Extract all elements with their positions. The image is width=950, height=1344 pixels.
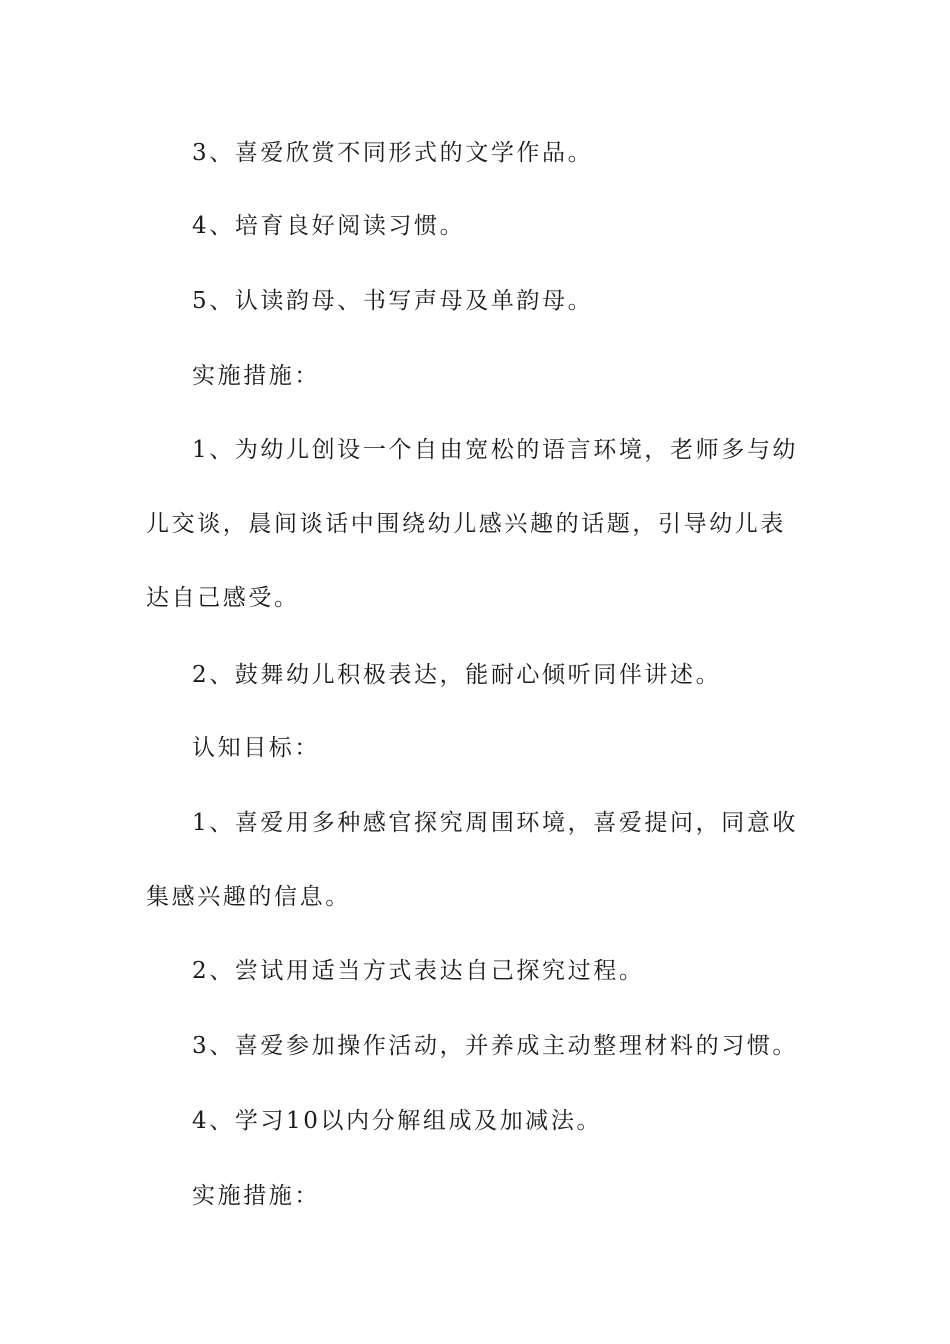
paragraph-6: 2、鼓舞幼儿积极表达，能耐心倾听同伴讲述。: [192, 662, 722, 688]
paragraph-9: 2、尝试用适当方式表达自己探究过程。: [192, 958, 645, 984]
paragraph-10: 3、喜爱参加操作活动，并养成主动整理材料的习惯。: [192, 1033, 799, 1059]
paragraph-8: 1、喜爱用多种感官探究周围环境，喜爱提问，同意收集感兴趣的信息。: [146, 810, 799, 910]
paragraph-5: 1、为幼儿创设一个自由宽松的语言环境，老师多与幼儿交谈，晨间谈话中围绕幼儿感兴趣的话题，引导幼儿表达自己感受。: [146, 437, 799, 611]
paragraph-3: 5、认读韵母、书写声母及单韵母。: [192, 288, 594, 314]
section-heading-implementation: 实施措施：: [192, 363, 320, 389]
paragraph-2: 4、培育良好阅读习惯。: [192, 213, 466, 239]
paragraph-11: 4、学习10以内分解组成及加减法。: [192, 1108, 603, 1134]
section-heading-cognitive-goals: 认知目标：: [192, 735, 320, 761]
section-heading-implementation-2: 实施措施：: [192, 1183, 320, 1209]
paragraph-1: 3、喜爱欣赏不同形式的文学作品。: [192, 140, 594, 166]
